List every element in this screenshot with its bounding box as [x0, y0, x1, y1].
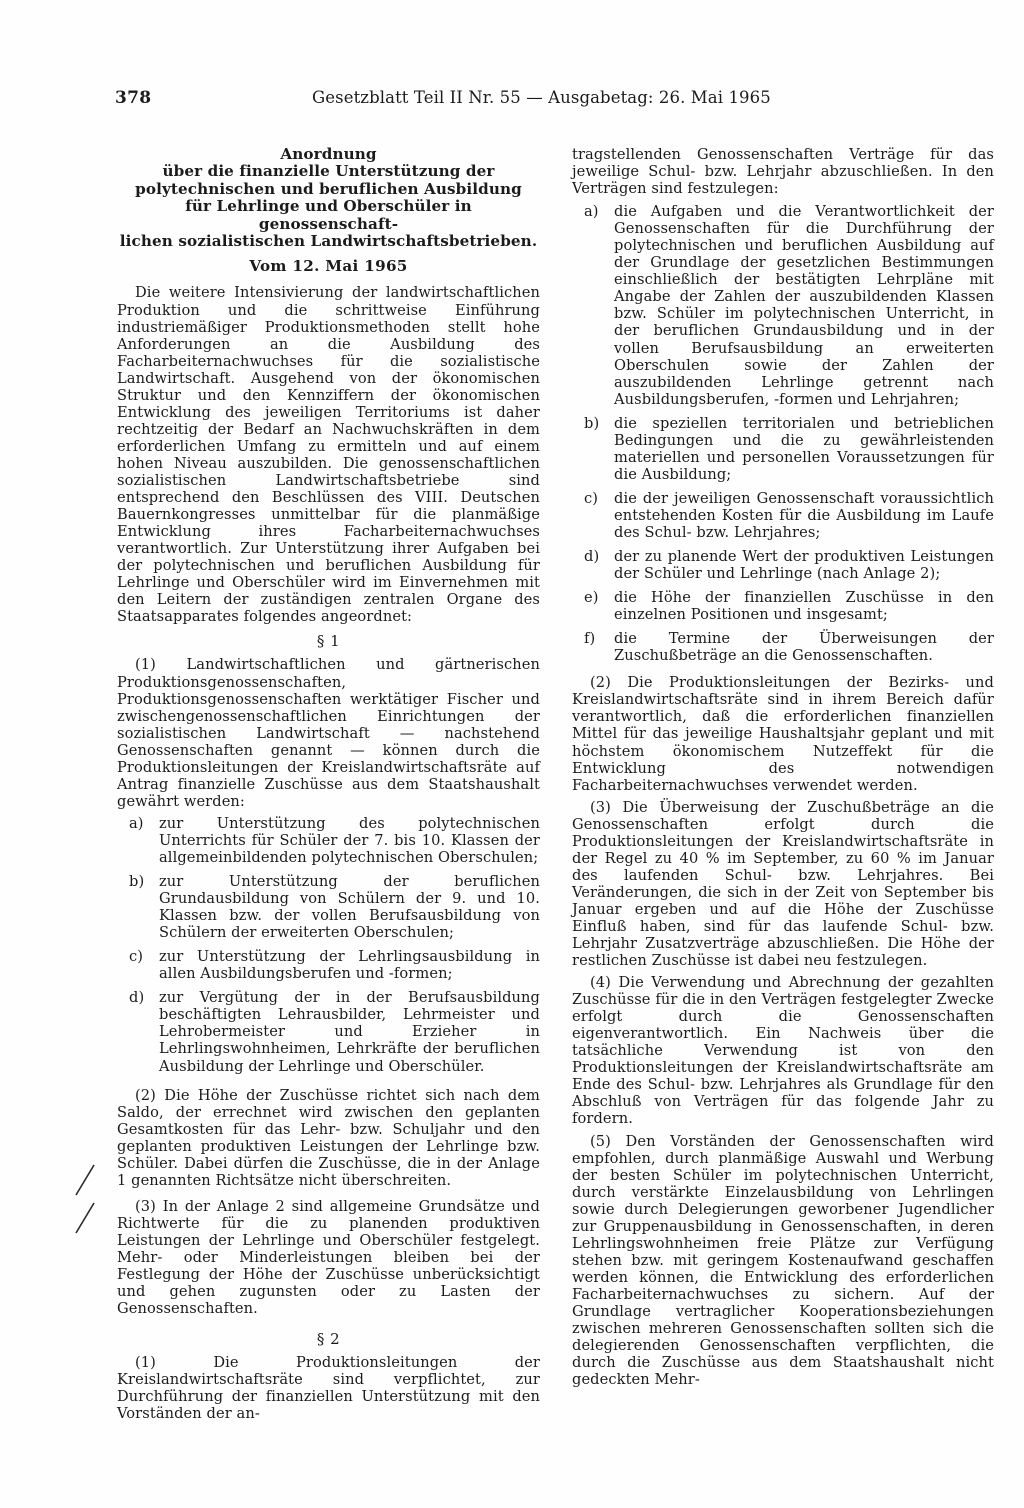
list-item-text: der zu planende Wert der produktiven Leistungen der Schüler und Lehrlinge (nach Anlage 2);: [614, 548, 994, 583]
list-item-marker: b): [584, 414, 600, 432]
list-item: [584, 630, 994, 664]
list-item: [129, 873, 540, 941]
section-heading: § 2: [316, 1330, 341, 1349]
list-item: [584, 203, 994, 408]
paragraph: (4) Die Verwendung und Abrechnung der gezahlten Zuschüsse für die in den Verträgen festgelegter Zwecke erfolgt durch die Genossenschaften eigenverantwortlich. Ein Nachweis über die tatsächliche Verwendung ist von den Produktionsleitungen der Kreislandwirtschaftsräte am Ende des Schul- bzw. Lehrjahres als Grundlage für den Abschluß von Verträgen für das folgende Jahr zu fordern.: [572, 974, 994, 1128]
list-item: [129, 989, 540, 1074]
paragraph: tragstellenden Genossenschaften Verträge für das jeweilige Schul- bzw. Lehrjahr abzuschließen. In den Verträgen sind festzulegen:: [572, 146, 994, 198]
list-item-text: zur Unterstützung der beruflichen Grundausbildung von Schülern der 9. und 10. Klassen bzw. der vollen Berufsausbildung von Schülern der erweiterten Oberschulen;: [159, 873, 540, 942]
list-item-marker: c): [129, 948, 144, 966]
list-item-text: die speziellen territorialen und betrieblichen Bedingungen und die zu gewährleistenden materiellen und personellen Voraussetzungen für die Ausbildung;: [614, 414, 994, 483]
list-item: [584, 415, 994, 483]
list-item-text: die der jeweiligen Genossenschaft voraussichtlich entstehenden Kosten für die Ausbildung im Laufe des Schul- bzw. Lehrjahres;: [614, 489, 994, 541]
list-item-text: zur Vergütung der in der Berufsausbildung beschäftigten Lehrausbilder, Lehrmeister und Lehrobermeister und Erzieher in Lehrlingswohnheimen, Lehrkräfte der beruflichen Ausbildung der Lehrlinge und Oberschüler.: [159, 989, 540, 1075]
list-item-marker: c): [584, 489, 599, 507]
list-item: [584, 490, 994, 541]
list-item: [584, 548, 994, 582]
title-line: lichen sozialistischen Landwirtschaftsbetrieben.: [119, 232, 538, 251]
list-item-marker: d): [129, 989, 145, 1007]
paragraph: (1) Landwirtschaftlichen und gärtnerischen Produktionsgenossenschaften, Produktionsgenossenschaften werktätiger Fischer und zwischengenossenschaftlichen Einrichtungen der sozialistischen Landwirtschaft — nachstehend Genossenschaften genannt — können durch die Produktionsleitungen der Kreislandwirtschaftsräte auf Antrag finanzielle Zuschüsse aus dem Staatshaushalt gewährt werden:: [117, 656, 540, 810]
list-item-marker: f): [584, 630, 596, 648]
paragraph: (3) Die Überweisung der Zuschußbeträge an die Genossenschaften erfolgt durch die Produktionsleitungen der Kreislandwirtschaftsräte in der Regel zu 40 % im September, zu 60 % im Januar des laufenden Schul- bzw. Lehrjahres. Bei Veränderungen, die sich in der Zeit von September bis Januar ergeben und auf die Höhe der Zuschüsse Einfluß haben, sind für das laufende Schul- bzw. Lehrjahr Zusatzverträge abzuschließen. Die Höhe der restlichen Zuschüsse ist dabei neu festzulegen.: [572, 798, 994, 970]
list-item-marker: a): [129, 814, 144, 832]
paragraph: (5) Den Vorständen der Genossenschaften wird empfohlen, durch planmäßige Auswahl und Werbung der besten Schüler im polytechnischen Unterricht, durch verstärkte Einzelausbildung von Lehrlingen sowie durch Delegierungen geworbener Jugendlicher zur Gruppenausbildung in Genossenschaften, in deren Lehrlingswohnheimen freie Plätze zur Verfügung stehen bzw. mit geringem Kostenaufwand geschaffen werden können, die Entwicklung des erforderlichen Facharbeiternachwuchses zu sichern. Auf der Grundlage vertraglicher Kooperationsbeziehungen zwischen mehreren Genossenschaften sollten sich die delegierenden Genossenschaften verpflichten, die durch die Zuschüsse aus dem Staatshaushalt nicht gedeckten Mehr-: [572, 1132, 994, 1389]
left-column: [117, 146, 540, 1427]
paragraph: (2) Die Produktionsleitungen der Bezirks- und Kreislandwirtschaftsräte sind in ihrem Bereich dafür verantwortlich, daß die erforderlichen finanziellen Mittel für das jeweilige Haushaltsjahr geplant und mit höchstem ökonomischem Nutzeffekt für die Entwicklung des notwendigen Facharbeiternachwuchses verwendet werden.: [572, 674, 994, 794]
right-column: [572, 146, 994, 1393]
title-line: polytechnischen und beruflichen Ausbildung: [135, 179, 522, 198]
margin-slash-mark: [72, 1162, 98, 1202]
preamble-paragraph: Die weitere Intensivierung der landwirtschaftlichen Produktion und die schrittweise Einführung industriemäßiger Produktionsmethoden stellt hohe Anforderungen an die Ausbildung des Facharbeiternachwuchses für die sozialistische Landwirtschaft. Ausgehend von der ökonomischen Struktur und den Kennziffern der ökonomischen Entwicklung des jeweiligen Territoriums ist daher rechtzeitig der Bedarf an Nachwuchskräften in dem erforderlichen Umfang zu ermitteln und auf einem hohen Niveau auszubilden. Die genossenschaftlichen sozialistischen Landwirtschaftsbetriebe sind entsprechend den Beschlüssen des VIII. Deutschen Bauernkongresses unmittelbar für die planmäßige Entwicklung ihres Facharbeiternachwuchses verantwortlich. Zur Unterstützung ihrer Aufgaben bei der polytechnischen und beruflichen Ausbildung für Lehrlinge und Oberschüler wird im Einvernehmen mit den Leitern der zuständigen zentralen Organe des Staatsapparates folgendes angeordnet:: [117, 284, 540, 626]
page-number: 378: [115, 88, 152, 108]
list-item-text: zur Unterstützung des polytechnischen Unterrichts für Schüler der 7. bis 10. Klassen der allgemeinbildenden polytechnischen Oberschulen;: [159, 814, 540, 866]
running-header: Gesetzblatt Teil II Nr. 55 — Ausgabetag: 26. Mai 1965: [312, 88, 771, 107]
title-line: für Lehrlinge und Oberschüler in genossenschaft-: [185, 197, 472, 233]
list-item: [129, 948, 540, 982]
title-line: über die finanzielle Unterstützung der: [162, 162, 495, 181]
list-item-text: zur Unterstützung der Lehrlingsausbildung in allen Ausbildungsberufen und -formen;: [159, 948, 540, 983]
list-item: [584, 589, 994, 623]
list-item-marker: e): [584, 589, 599, 607]
title-line: Anordnung: [280, 145, 377, 163]
list-item-marker: b): [129, 873, 145, 891]
document-date: Vom 12. Mai 1965: [249, 257, 408, 276]
margin-slash-mark: [72, 1200, 98, 1240]
paragraph: (2) Die Höhe der Zuschüsse richtet sich nach dem Saldo, der errechnet wird zwischen den geplanten Gesamtkosten für das Lehr- bzw. Schuljahr und den geplanten produktiven Leistungen der Lehrlinge bzw. Schüler. Dabei dürfen die Zuschüsse, die in der Anlage 1 genannten Richtsätze nicht überschreiten.: [117, 1086, 540, 1189]
list-item-marker: a): [584, 203, 599, 221]
list-item: [129, 815, 540, 866]
section-heading: § 1: [316, 632, 341, 651]
list-item-text: die Termine der Überweisungen der Zuschußbeträge an die Genossenschaften.: [614, 630, 994, 665]
document-title: [117, 146, 540, 250]
paragraph: (1) Die Produktionsleitungen der Kreislandwirtschaftsräte sind verpflichtet, zur Durchführung der finanziellen Unterstützung mit den Vorständen der an-: [117, 1354, 540, 1423]
list-item-text: die Höhe der finanziellen Zuschüsse in den einzelnen Positionen und insgesamt;: [614, 589, 994, 624]
list-item-text: die Aufgaben und die Verantwortlichkeit der Genossenschaften für die Durchführung der polytechnischen und beruflichen Ausbildung auf der Grundlage der gesetzlichen Bestimmungen einschließlich der bestätigten Lehrpläne mit Angabe der Zahlen der auszubildenden Klassen bzw. Schüler im polytechnischen Unterricht, in der beruflichen Grundausbildung und in der vollen Berufsausbildung an erweiterten Oberschulen sowie der Zahlen der auszubildenden Lehrlinge getrennt nach Ausbildungsberufen, -formen und Lehrjahren;: [614, 203, 994, 408]
list-item-marker: d): [584, 548, 600, 566]
paragraph: (3) In der Anlage 2 sind allgemeine Grundsätze und Richtwerte für die zu planenden produktiven Leistungen der Lehrlinge und Oberschüler festgelegt. Mehr- oder Minderleistungen bleiben bei der Festlegung der Höhe der Zuschüsse unberücksichtigt und gehen zugunsten oder zu Lasten der Genossenschaften.: [117, 1197, 540, 1318]
